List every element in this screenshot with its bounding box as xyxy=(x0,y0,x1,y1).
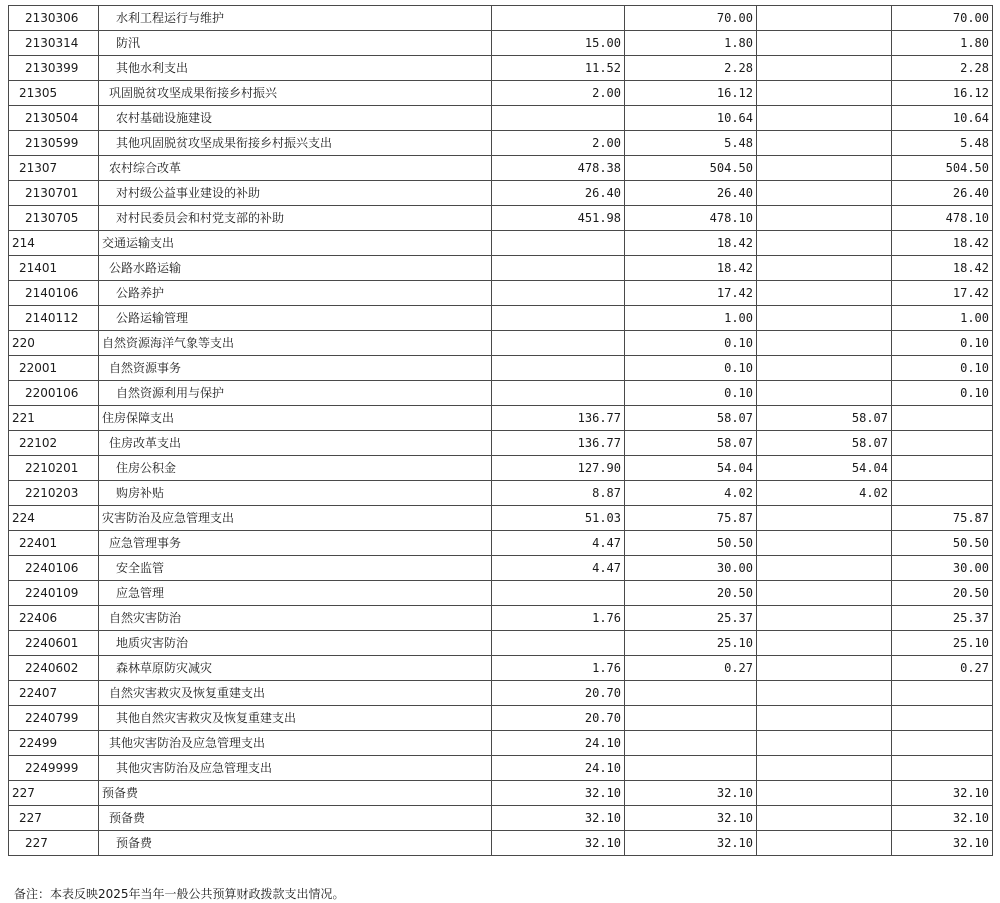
subject-code-cell: 2130399 xyxy=(9,56,99,81)
subject-code-cell: 22407 xyxy=(9,681,99,706)
amount-col-3-cell xyxy=(757,806,892,831)
amount-col-2-cell: 17.42 xyxy=(625,281,757,306)
table-row xyxy=(9,6,993,31)
table-row xyxy=(9,406,993,431)
amount-col-4-cell xyxy=(892,406,993,431)
subject-code-cell: 21305 xyxy=(9,81,99,106)
amount-col-3-cell xyxy=(757,131,892,156)
table-row xyxy=(9,231,993,256)
subject-code-cell: 2200106 xyxy=(9,381,99,406)
amount-col-2-cell: 18.42 xyxy=(625,256,757,281)
amount-col-4-cell: 75.87 xyxy=(892,506,993,531)
amount-col-3-cell xyxy=(757,356,892,381)
amount-col-1-cell: 24.10 xyxy=(492,731,625,756)
amount-col-3-cell xyxy=(757,506,892,531)
subject-name-cell: 其他自然灾害救灾及恢复重建支出 xyxy=(99,706,492,731)
amount-col-3-cell xyxy=(757,581,892,606)
amount-col-4-cell: 0.10 xyxy=(892,356,993,381)
amount-col-4-cell: 50.50 xyxy=(892,531,993,556)
subject-code-cell: 221 xyxy=(9,406,99,431)
subject-name-cell: 预备费 xyxy=(99,831,492,856)
amount-col-3-cell: 58.07 xyxy=(757,431,892,456)
table-row xyxy=(9,556,993,581)
amount-col-2-cell: 58.07 xyxy=(625,406,757,431)
amount-col-1-cell: 127.90 xyxy=(492,456,625,481)
amount-col-2-cell: 478.10 xyxy=(625,206,757,231)
subject-code-cell: 2210203 xyxy=(9,481,99,506)
amount-col-4-cell: 18.42 xyxy=(892,231,993,256)
table-row xyxy=(9,606,993,631)
table-row xyxy=(9,831,993,856)
amount-col-3-cell xyxy=(757,381,892,406)
amount-col-2-cell: 30.00 xyxy=(625,556,757,581)
amount-col-2-cell: 0.10 xyxy=(625,331,757,356)
amount-col-4-cell: 1.00 xyxy=(892,306,993,331)
amount-col-3-cell xyxy=(757,31,892,56)
table-row xyxy=(9,531,993,556)
table-row xyxy=(9,806,993,831)
amount-col-3-cell xyxy=(757,331,892,356)
amount-col-2-cell: 58.07 xyxy=(625,431,757,456)
amount-col-2-cell: 10.64 xyxy=(625,106,757,131)
subject-name-cell: 灾害防治及应急管理支出 xyxy=(99,506,492,531)
table-row xyxy=(9,306,993,331)
amount-col-1-cell: 4.47 xyxy=(492,556,625,581)
subject-code-cell: 2130314 xyxy=(9,31,99,56)
amount-col-2-cell: 25.10 xyxy=(625,631,757,656)
table-row xyxy=(9,506,993,531)
amount-col-3-cell xyxy=(757,831,892,856)
amount-col-1-cell xyxy=(492,6,625,31)
amount-col-2-cell: 0.10 xyxy=(625,381,757,406)
amount-col-4-cell xyxy=(892,481,993,506)
amount-col-3-cell xyxy=(757,306,892,331)
amount-col-1-cell: 136.77 xyxy=(492,431,625,456)
amount-col-1-cell: 15.00 xyxy=(492,31,625,56)
subject-code-cell: 2240601 xyxy=(9,631,99,656)
subject-name-cell: 其他灾害防治及应急管理支出 xyxy=(99,756,492,781)
subject-code-cell: 214 xyxy=(9,231,99,256)
amount-col-1-cell: 1.76 xyxy=(492,656,625,681)
amount-col-2-cell: 32.10 xyxy=(625,806,757,831)
subject-name-cell: 水利工程运行与维护 xyxy=(99,6,492,31)
amount-col-2-cell: 5.48 xyxy=(625,131,757,156)
amount-col-2-cell: 26.40 xyxy=(625,181,757,206)
subject-code-cell: 224 xyxy=(9,506,99,531)
amount-col-2-cell: 16.12 xyxy=(625,81,757,106)
amount-col-1-cell xyxy=(492,381,625,406)
subject-name-cell: 住房保障支出 xyxy=(99,406,492,431)
table-row xyxy=(9,206,993,231)
amount-col-2-cell: 20.50 xyxy=(625,581,757,606)
amount-col-3-cell xyxy=(757,81,892,106)
amount-col-1-cell xyxy=(492,106,625,131)
subject-code-cell: 2240799 xyxy=(9,706,99,731)
table-row xyxy=(9,31,993,56)
subject-name-cell: 自然灾害救灾及恢复重建支出 xyxy=(99,681,492,706)
subject-code-cell: 220 xyxy=(9,331,99,356)
amount-col-3-cell: 4.02 xyxy=(757,481,892,506)
subject-code-cell: 22001 xyxy=(9,356,99,381)
subject-name-cell: 农村基础设施建设 xyxy=(99,106,492,131)
subject-code-cell: 2130504 xyxy=(9,106,99,131)
amount-col-2-cell: 504.50 xyxy=(625,156,757,181)
subject-name-cell: 巩固脱贫攻坚成果衔接乡村振兴 xyxy=(99,81,492,106)
amount-col-4-cell: 32.10 xyxy=(892,781,993,806)
table-row xyxy=(9,106,993,131)
subject-name-cell: 自然灾害防治 xyxy=(99,606,492,631)
amount-col-4-cell xyxy=(892,431,993,456)
amount-col-4-cell: 17.42 xyxy=(892,281,993,306)
amount-col-1-cell: 24.10 xyxy=(492,756,625,781)
amount-col-2-cell: 54.04 xyxy=(625,456,757,481)
amount-col-2-cell: 32.10 xyxy=(625,831,757,856)
amount-col-1-cell: 26.40 xyxy=(492,181,625,206)
amount-col-1-cell: 1.76 xyxy=(492,606,625,631)
subject-name-cell: 预备费 xyxy=(99,781,492,806)
subject-code-cell: 2130701 xyxy=(9,181,99,206)
table-row xyxy=(9,331,993,356)
amount-col-4-cell: 25.10 xyxy=(892,631,993,656)
table-row xyxy=(9,281,993,306)
subject-name-cell: 应急管理事务 xyxy=(99,531,492,556)
subject-name-cell: 防汛 xyxy=(99,31,492,56)
amount-col-2-cell xyxy=(625,706,757,731)
subject-name-cell: 其他巩固脱贫攻坚成果衔接乡村振兴支出 xyxy=(99,131,492,156)
table-row xyxy=(9,81,993,106)
subject-name-cell: 购房补贴 xyxy=(99,481,492,506)
amount-col-1-cell: 8.87 xyxy=(492,481,625,506)
amount-col-4-cell: 30.00 xyxy=(892,556,993,581)
subject-name-cell: 农村综合改革 xyxy=(99,156,492,181)
amount-col-4-cell: 16.12 xyxy=(892,81,993,106)
table-row xyxy=(9,706,993,731)
amount-col-2-cell: 75.87 xyxy=(625,506,757,531)
amount-col-4-cell xyxy=(892,706,993,731)
amount-col-2-cell xyxy=(625,756,757,781)
amount-col-4-cell: 0.27 xyxy=(892,656,993,681)
amount-col-2-cell: 50.50 xyxy=(625,531,757,556)
amount-col-3-cell xyxy=(757,731,892,756)
amount-col-2-cell: 25.37 xyxy=(625,606,757,631)
subject-name-cell: 地质灾害防治 xyxy=(99,631,492,656)
table-row xyxy=(9,631,993,656)
amount-col-4-cell xyxy=(892,756,993,781)
subject-name-cell: 其他水利支出 xyxy=(99,56,492,81)
amount-col-3-cell xyxy=(757,231,892,256)
table-row xyxy=(9,781,993,806)
subject-code-cell: 2140112 xyxy=(9,306,99,331)
amount-col-4-cell: 0.10 xyxy=(892,331,993,356)
amount-col-1-cell xyxy=(492,356,625,381)
amount-col-4-cell: 5.48 xyxy=(892,131,993,156)
amount-col-1-cell xyxy=(492,256,625,281)
subject-code-cell: 227 xyxy=(9,831,99,856)
amount-col-3-cell xyxy=(757,156,892,181)
amount-col-3-cell xyxy=(757,6,892,31)
subject-code-cell: 22401 xyxy=(9,531,99,556)
table-row xyxy=(9,456,993,481)
amount-col-2-cell: 0.27 xyxy=(625,656,757,681)
amount-col-4-cell: 18.42 xyxy=(892,256,993,281)
table-row xyxy=(9,481,993,506)
subject-code-cell: 21401 xyxy=(9,256,99,281)
subject-code-cell: 2240109 xyxy=(9,581,99,606)
amount-col-2-cell: 4.02 xyxy=(625,481,757,506)
amount-col-3-cell xyxy=(757,756,892,781)
amount-col-4-cell: 32.10 xyxy=(892,806,993,831)
amount-col-3-cell xyxy=(757,531,892,556)
amount-col-1-cell xyxy=(492,631,625,656)
amount-col-1-cell: 478.38 xyxy=(492,156,625,181)
amount-col-2-cell: 70.00 xyxy=(625,6,757,31)
amount-col-1-cell: 451.98 xyxy=(492,206,625,231)
amount-col-4-cell: 1.80 xyxy=(892,31,993,56)
amount-col-2-cell: 1.00 xyxy=(625,306,757,331)
amount-col-3-cell xyxy=(757,706,892,731)
table-row xyxy=(9,131,993,156)
amount-col-1-cell xyxy=(492,581,625,606)
expenditure-table xyxy=(8,5,993,856)
amount-col-1-cell xyxy=(492,281,625,306)
amount-col-1-cell: 51.03 xyxy=(492,506,625,531)
amount-col-3-cell xyxy=(757,106,892,131)
subject-name-cell: 住房改革支出 xyxy=(99,431,492,456)
table-body xyxy=(9,6,993,856)
amount-col-3-cell xyxy=(757,681,892,706)
amount-col-4-cell: 20.50 xyxy=(892,581,993,606)
subject-name-cell: 公路运输管理 xyxy=(99,306,492,331)
subject-name-cell: 自然资源海洋气象等支出 xyxy=(99,331,492,356)
amount-col-1-cell: 2.00 xyxy=(492,131,625,156)
table-row xyxy=(9,381,993,406)
amount-col-1-cell: 20.70 xyxy=(492,681,625,706)
amount-col-3-cell xyxy=(757,781,892,806)
amount-col-2-cell: 18.42 xyxy=(625,231,757,256)
table-row xyxy=(9,356,993,381)
amount-col-3-cell xyxy=(757,206,892,231)
amount-col-2-cell xyxy=(625,731,757,756)
subject-name-cell: 住房公积金 xyxy=(99,456,492,481)
amount-col-3-cell xyxy=(757,56,892,81)
amount-col-1-cell: 20.70 xyxy=(492,706,625,731)
amount-col-1-cell xyxy=(492,231,625,256)
subject-name-cell: 自然资源事务 xyxy=(99,356,492,381)
amount-col-3-cell: 54.04 xyxy=(757,456,892,481)
amount-col-4-cell: 70.00 xyxy=(892,6,993,31)
subject-code-cell: 2240602 xyxy=(9,656,99,681)
amount-col-3-cell xyxy=(757,181,892,206)
table-row xyxy=(9,731,993,756)
subject-name-cell: 公路水路运输 xyxy=(99,256,492,281)
table-row xyxy=(9,581,993,606)
subject-name-cell: 公路养护 xyxy=(99,281,492,306)
amount-col-3-cell: 58.07 xyxy=(757,406,892,431)
amount-col-3-cell xyxy=(757,556,892,581)
table-row xyxy=(9,756,993,781)
subject-name-cell: 自然资源利用与保护 xyxy=(99,381,492,406)
table-row xyxy=(9,256,993,281)
subject-code-cell: 21307 xyxy=(9,156,99,181)
footnote: 备注：本表反映2025年当年一般公共预算财政拨款支出情况。 xyxy=(14,887,345,901)
amount-col-4-cell: 504.50 xyxy=(892,156,993,181)
table-row xyxy=(9,56,993,81)
table-row xyxy=(9,431,993,456)
subject-name-cell: 应急管理 xyxy=(99,581,492,606)
amount-col-1-cell: 32.10 xyxy=(492,831,625,856)
subject-code-cell: 22406 xyxy=(9,606,99,631)
amount-col-1-cell: 4.47 xyxy=(492,531,625,556)
subject-code-cell: 2249999 xyxy=(9,756,99,781)
subject-name-cell: 安全监管 xyxy=(99,556,492,581)
subject-name-cell: 森林草原防灾减灾 xyxy=(99,656,492,681)
subject-name-cell: 对村民委员会和村党支部的补助 xyxy=(99,206,492,231)
subject-code-cell: 2130306 xyxy=(9,6,99,31)
amount-col-4-cell: 0.10 xyxy=(892,381,993,406)
amount-col-3-cell xyxy=(757,256,892,281)
amount-col-1-cell: 136.77 xyxy=(492,406,625,431)
amount-col-1-cell: 2.00 xyxy=(492,81,625,106)
subject-code-cell: 2240106 xyxy=(9,556,99,581)
subject-code-cell: 227 xyxy=(9,806,99,831)
amount-col-2-cell: 0.10 xyxy=(625,356,757,381)
amount-col-3-cell xyxy=(757,281,892,306)
amount-col-1-cell xyxy=(492,306,625,331)
table-row xyxy=(9,681,993,706)
amount-col-2-cell: 1.80 xyxy=(625,31,757,56)
subject-name-cell: 交通运输支出 xyxy=(99,231,492,256)
amount-col-1-cell: 11.52 xyxy=(492,56,625,81)
amount-col-4-cell: 478.10 xyxy=(892,206,993,231)
amount-col-2-cell: 32.10 xyxy=(625,781,757,806)
amount-col-4-cell xyxy=(892,681,993,706)
amount-col-3-cell xyxy=(757,631,892,656)
amount-col-4-cell: 10.64 xyxy=(892,106,993,131)
amount-col-3-cell xyxy=(757,656,892,681)
subject-code-cell: 227 xyxy=(9,781,99,806)
subject-code-cell: 2140106 xyxy=(9,281,99,306)
amount-col-4-cell: 2.28 xyxy=(892,56,993,81)
subject-code-cell: 22499 xyxy=(9,731,99,756)
subject-code-cell: 2130599 xyxy=(9,131,99,156)
amount-col-2-cell xyxy=(625,681,757,706)
amount-col-1-cell xyxy=(492,331,625,356)
amount-col-1-cell: 32.10 xyxy=(492,781,625,806)
amount-col-4-cell: 32.10 xyxy=(892,831,993,856)
table-row xyxy=(9,181,993,206)
subject-code-cell: 2210201 xyxy=(9,456,99,481)
subject-name-cell: 预备费 xyxy=(99,806,492,831)
subject-code-cell: 2130705 xyxy=(9,206,99,231)
amount-col-4-cell: 26.40 xyxy=(892,181,993,206)
amount-col-3-cell xyxy=(757,606,892,631)
subject-code-cell: 22102 xyxy=(9,431,99,456)
amount-col-2-cell: 2.28 xyxy=(625,56,757,81)
subject-name-cell: 对村级公益事业建设的补助 xyxy=(99,181,492,206)
amount-col-4-cell: 25.37 xyxy=(892,606,993,631)
table-row xyxy=(9,656,993,681)
amount-col-4-cell xyxy=(892,731,993,756)
subject-name-cell: 其他灾害防治及应急管理支出 xyxy=(99,731,492,756)
amount-col-1-cell: 32.10 xyxy=(492,806,625,831)
amount-col-4-cell xyxy=(892,456,993,481)
table-row xyxy=(9,156,993,181)
